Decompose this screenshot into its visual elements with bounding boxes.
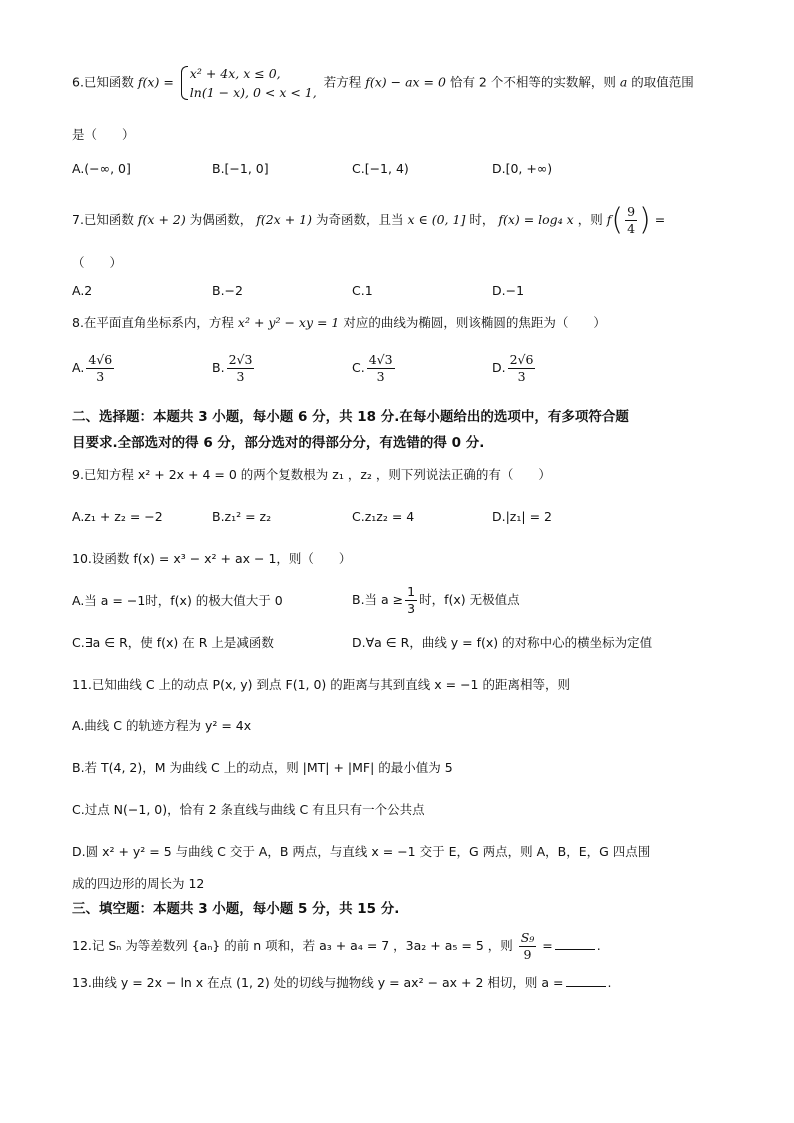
q9-option-b: B.z₁² = z₂ — [212, 509, 272, 524]
q7-cond: x ∈ (0, 1] — [407, 212, 466, 227]
q8-p1: 8.在平面直角坐标系内，方程 — [72, 315, 234, 330]
q8-option-b-fraction — [227, 352, 255, 385]
q8-option-c-den: 3 — [376, 369, 385, 384]
q7-line2: （ ） — [72, 255, 123, 270]
q8-option-a-num: 4√6 — [88, 352, 113, 367]
q7-equals: = — [654, 212, 666, 227]
question-9: 9.已知方程 x² + 2x + 4 = 0 的两个复数根为 z₁ ，z₂ ，则下列说法正确的有（ ） — [72, 467, 551, 482]
q10-option-c: C.∃a ∈ R，使 f(x) 在 R 上是减函数 — [72, 635, 274, 650]
q10-option-d: D.∀a ∈ R，曲线 y = f(x) 的对称中心的横坐标为定值 — [352, 635, 653, 650]
q6-case1: x² + 4x, x ≤ 0, — [189, 66, 281, 81]
q11-option-b: B.若 T(4, 2)，M 为曲线 C 上的动点，则 |MT| + |MF| 的最小值为 5 — [72, 760, 453, 775]
q10-option-b-den: 3 — [407, 601, 416, 616]
q8-option-d-num: 2√6 — [509, 352, 534, 367]
q10-option-a: A.当 a = −1时，f(x) 的极大值大于 0 — [72, 593, 283, 608]
q12-text: 12.记 Sₙ 为等差数列 {aₙ} 的前 n 项和，若 a₃ + a₄ = 7 ，3a₂ + a₅ = 5 ，则 — [72, 938, 513, 953]
q7-p3: 为奇函数，且当 — [315, 212, 404, 227]
q8-option-a — [72, 352, 116, 385]
q9-option-d: D.|z₁| = 2 — [492, 509, 552, 524]
q13-answer-blank[interactable] — [566, 974, 606, 987]
q8-option-d — [492, 352, 537, 385]
q7-option-b: B.−2 — [212, 283, 243, 298]
q6-case2: ln(1 − x), 0 < x < 1, — [189, 85, 317, 100]
q7-fraction — [625, 204, 637, 237]
q8-option-a-den: 3 — [96, 369, 105, 384]
q8-option-d-label: D. — [492, 360, 506, 375]
q8-option-b-den: 3 — [236, 369, 245, 384]
question-11: 11.已知曲线 C 上的动点 P(x, y) 到点 F(1, 0) 的距离与其到直线 x = −1 的距离相等，则 — [72, 677, 570, 692]
q10-option-b-num: 1 — [407, 584, 416, 599]
q6-option-d: D.[0, +∞) — [492, 161, 553, 176]
q12-answer-blank[interactable] — [555, 937, 595, 950]
q9-option-a: A.z₁ + z₂ = −2 — [72, 509, 163, 524]
q8-option-c-label: C. — [352, 360, 365, 375]
q8-p2: 对应的曲线为椭圆，则该椭圆的焦距为（ ） — [343, 315, 606, 330]
q6-a: a — [619, 74, 628, 90]
q7-close-paren: ) — [639, 202, 651, 238]
q12-denominator: 9 — [523, 947, 532, 962]
q7-f2: f(2x + 1) — [256, 212, 312, 227]
q11-option-a: A.曲线 C 的轨迹方程为 y² = 4x — [72, 718, 252, 733]
q8-option-d-den: 3 — [517, 369, 526, 384]
q11-option-d-line2: 成的四边形的周长为 12 — [72, 876, 205, 891]
section-2-heading-line1: 二、选择题：本题共 3 小题，每小题 6 分，共 18 分.在每小题给出的选项中，有多项符合题 — [72, 409, 629, 425]
q6-option-c: C.[−1, 4) — [352, 161, 409, 176]
q7-p4: 时， — [469, 212, 495, 227]
q6-piecewise — [181, 64, 317, 102]
q11-option-d-line1: D.圆 x² + y² = 5 与曲线 C 交于 A，B 两点，与直线 x = −1 交于 E，G 两点，则 A，B，E，G 四点围 — [72, 844, 651, 859]
q7-option-c: C.1 — [352, 283, 373, 298]
question-8 — [72, 314, 606, 332]
q6-suffix: 恰有 2 个不相等的实数解，则 — [449, 74, 616, 90]
question-10: 10.设函数 f(x) = x³ − x² + ax − 1，则（ ） — [72, 551, 352, 566]
q10-option-b-post: 时，f(x) 无极值点 — [419, 592, 520, 607]
q11-option-c: C.过点 N(−1, 0)，恰有 2 条直线与曲线 C 有且只有一个公共点 — [72, 802, 425, 817]
q6-option-a: A.(−∞, 0] — [72, 161, 131, 176]
q8-equation: x² + y² − xy = 1 — [237, 315, 340, 330]
q8-option-c-fraction — [367, 352, 395, 385]
q10-option-b-pre: B.当 a ≥ — [352, 592, 404, 607]
question-13 — [72, 974, 611, 992]
q7-option-d: D.−1 — [492, 283, 525, 298]
q6-prefix: 6.已知函数 — [72, 74, 134, 90]
q8-option-c-num: 4√3 — [368, 352, 393, 367]
q7-denominator: 4 — [627, 221, 636, 236]
q6-middle: 若方程 — [323, 74, 362, 90]
q12-numerator: S₉ — [520, 930, 535, 945]
q6-line2: 是（ ） — [72, 127, 135, 142]
q12-fraction — [519, 930, 537, 963]
q9-option-c: C.z₁z₂ = 4 — [352, 509, 415, 524]
question-7 — [72, 204, 665, 237]
q7-p5: ，则 — [577, 212, 603, 227]
q8-option-b-label: B. — [212, 360, 225, 375]
q6-fx: f(x) = — [137, 74, 174, 90]
q6-option-b: B.[−1, 0] — [212, 161, 269, 176]
q8-option-b — [212, 352, 256, 385]
q7-p2: 为偶函数， — [189, 212, 253, 227]
section-2-heading-line2: 目要求.全部选对的得 6 分，部分选对的得部分分，有选错的得 0 分. — [72, 435, 485, 451]
q12-period: . — [596, 938, 601, 953]
q7-option-a: A.2 — [72, 283, 93, 298]
q8-option-c — [352, 352, 397, 385]
q8-option-a-fraction — [86, 352, 114, 385]
q8-option-a-label: A. — [72, 360, 85, 375]
section-3-heading: 三、填空题：本题共 3 小题，每小题 5 分，共 15 分. — [72, 901, 400, 917]
q6-tail: 的取值范围 — [631, 74, 694, 90]
q7-open-paren: ( — [611, 202, 624, 238]
q13-period: . — [607, 975, 612, 990]
q7-numerator: 9 — [627, 204, 636, 219]
q10-option-b-fraction — [405, 584, 417, 617]
q8-option-b-num: 2√3 — [228, 352, 253, 367]
q8-option-d-fraction — [508, 352, 536, 385]
q10-option-b — [352, 584, 520, 617]
q6-equation: f(x) − ax = 0 — [365, 74, 446, 90]
question-6 — [72, 64, 694, 102]
q13-text: 13.曲线 y = 2x − ln x 在点 (1, 2) 处的切线与抛物线 y = ax² − ax + 2 相切，则 a = — [72, 975, 564, 990]
q7-f3: f(x) = log₄ x — [498, 212, 574, 227]
question-12 — [72, 930, 601, 963]
q7-f1: f(x + 2) — [137, 212, 186, 227]
q7-p1: 7.已知函数 — [72, 212, 134, 227]
q12-equals: = — [542, 938, 553, 953]
q7-f4: f — [606, 212, 612, 227]
